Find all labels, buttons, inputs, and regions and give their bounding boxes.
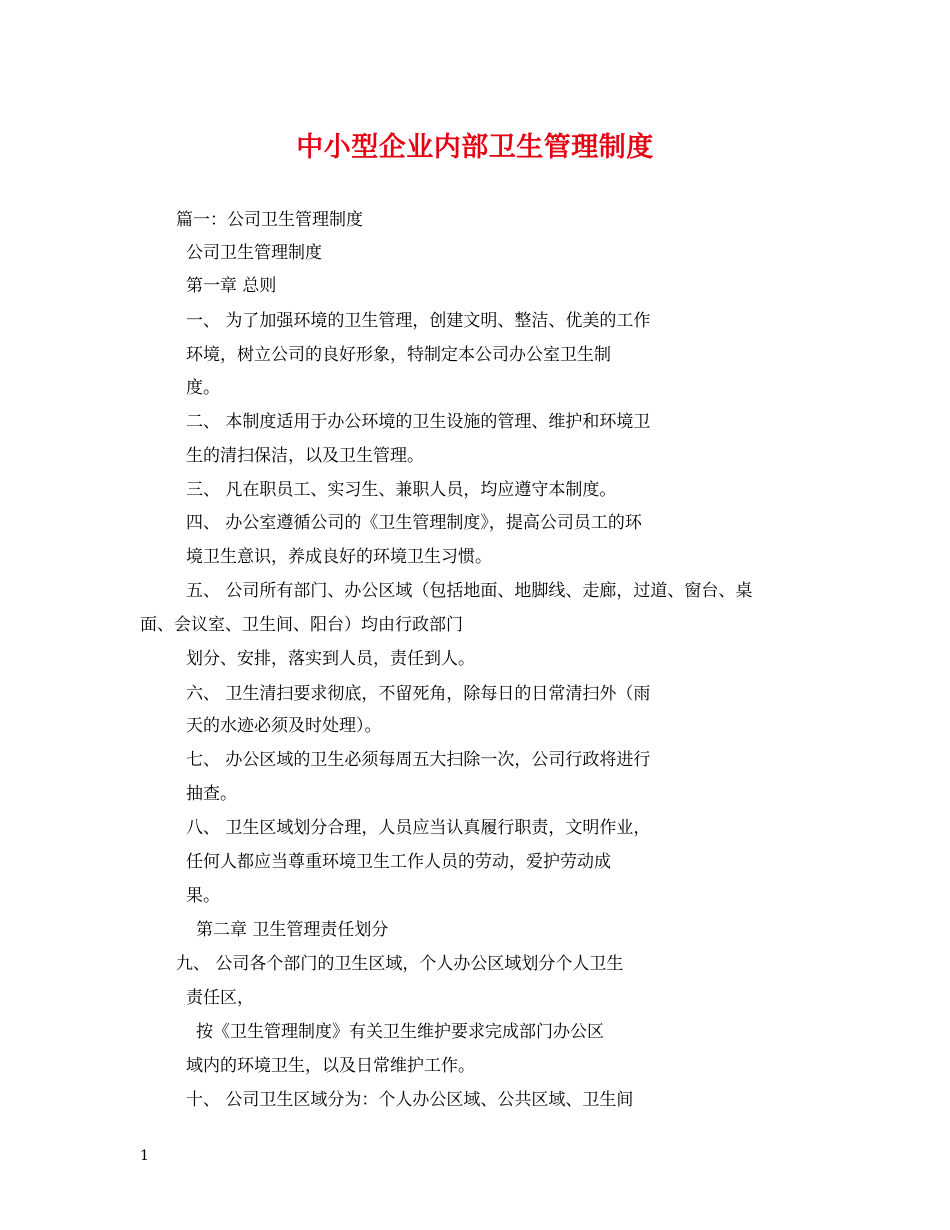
- text-line: 面、会议室、卫生间、阳台）均由行政部门: [140, 615, 463, 635]
- text-line: 十、 公司卫生区域分为：个人办公区域、公共区域、卫生间: [186, 1090, 634, 1110]
- text-line: 篇一：公司卫生管理制度: [176, 210, 363, 230]
- text-line: 八、 卫生区域划分合理，人员应当认真履行职责，文明作业，: [186, 818, 651, 838]
- text-line: 七、 办公区域的卫生必须每周五大扫除一次，公司行政将进行: [186, 750, 651, 770]
- text-line: 划分、安排，落实到人员，责任到人。: [186, 649, 475, 669]
- document-title: 中小型企业内部卫生管理制度: [296, 132, 654, 163]
- text-line: 按《卫生管理制度》有关卫生维护要求完成部门办公区: [196, 1022, 604, 1042]
- text-line: 抽查。: [186, 784, 237, 804]
- text-line: 任何人都应当尊重环境卫生工作人员的劳动，爱护劳动成: [186, 852, 611, 872]
- text-line: 九、 公司各个部门的卫生区域，个人办公区域划分个人卫生: [176, 954, 624, 974]
- text-line: 果。: [186, 886, 220, 906]
- text-line: 环境，树立公司的良好形象，特制定本公司办公室卫生制: [186, 345, 611, 365]
- text-line: 六、 卫生清扫要求彻底，不留死角，除每日的日常清扫外（雨: [186, 684, 651, 704]
- text-line: 责任区，: [186, 988, 254, 1008]
- chapter-heading: 第二章 卫生管理责任划分: [196, 920, 389, 940]
- text-line: 二、 本制度适用于办公环境的卫生设施的管理、维护和环境卫: [186, 412, 651, 432]
- text-line: 天的水迹必须及时处理）。: [186, 716, 382, 736]
- text-line: 三、 凡在职员工、实习生、兼职人员，均应遵守本制度。: [186, 480, 617, 500]
- text-line: 境卫生意识，养成良好的环境卫生习惯。: [186, 547, 492, 567]
- text-line: 四、 办公室遵循公司的《卫生管理制度》，提高公司员工的环: [186, 513, 642, 533]
- text-line: 域内的环境卫生，以及日常维护工作。: [186, 1056, 475, 1076]
- text-line: 一、 为了加强环境的卫生管理，创建文明、整洁、优美的工作: [186, 311, 651, 331]
- text-line: 生的清扫保洁，以及卫生管理。: [186, 446, 424, 466]
- page-number: 1: [140, 1148, 149, 1164]
- text-line: 五、 公司所有部门、办公区域（包括地面、地脚线、走廊，过道、窗台、桌: [186, 581, 753, 601]
- text-line: 度。: [186, 378, 220, 398]
- text-line: 公司卫生管理制度: [186, 243, 322, 263]
- text-line: 第一章 总则: [186, 276, 277, 296]
